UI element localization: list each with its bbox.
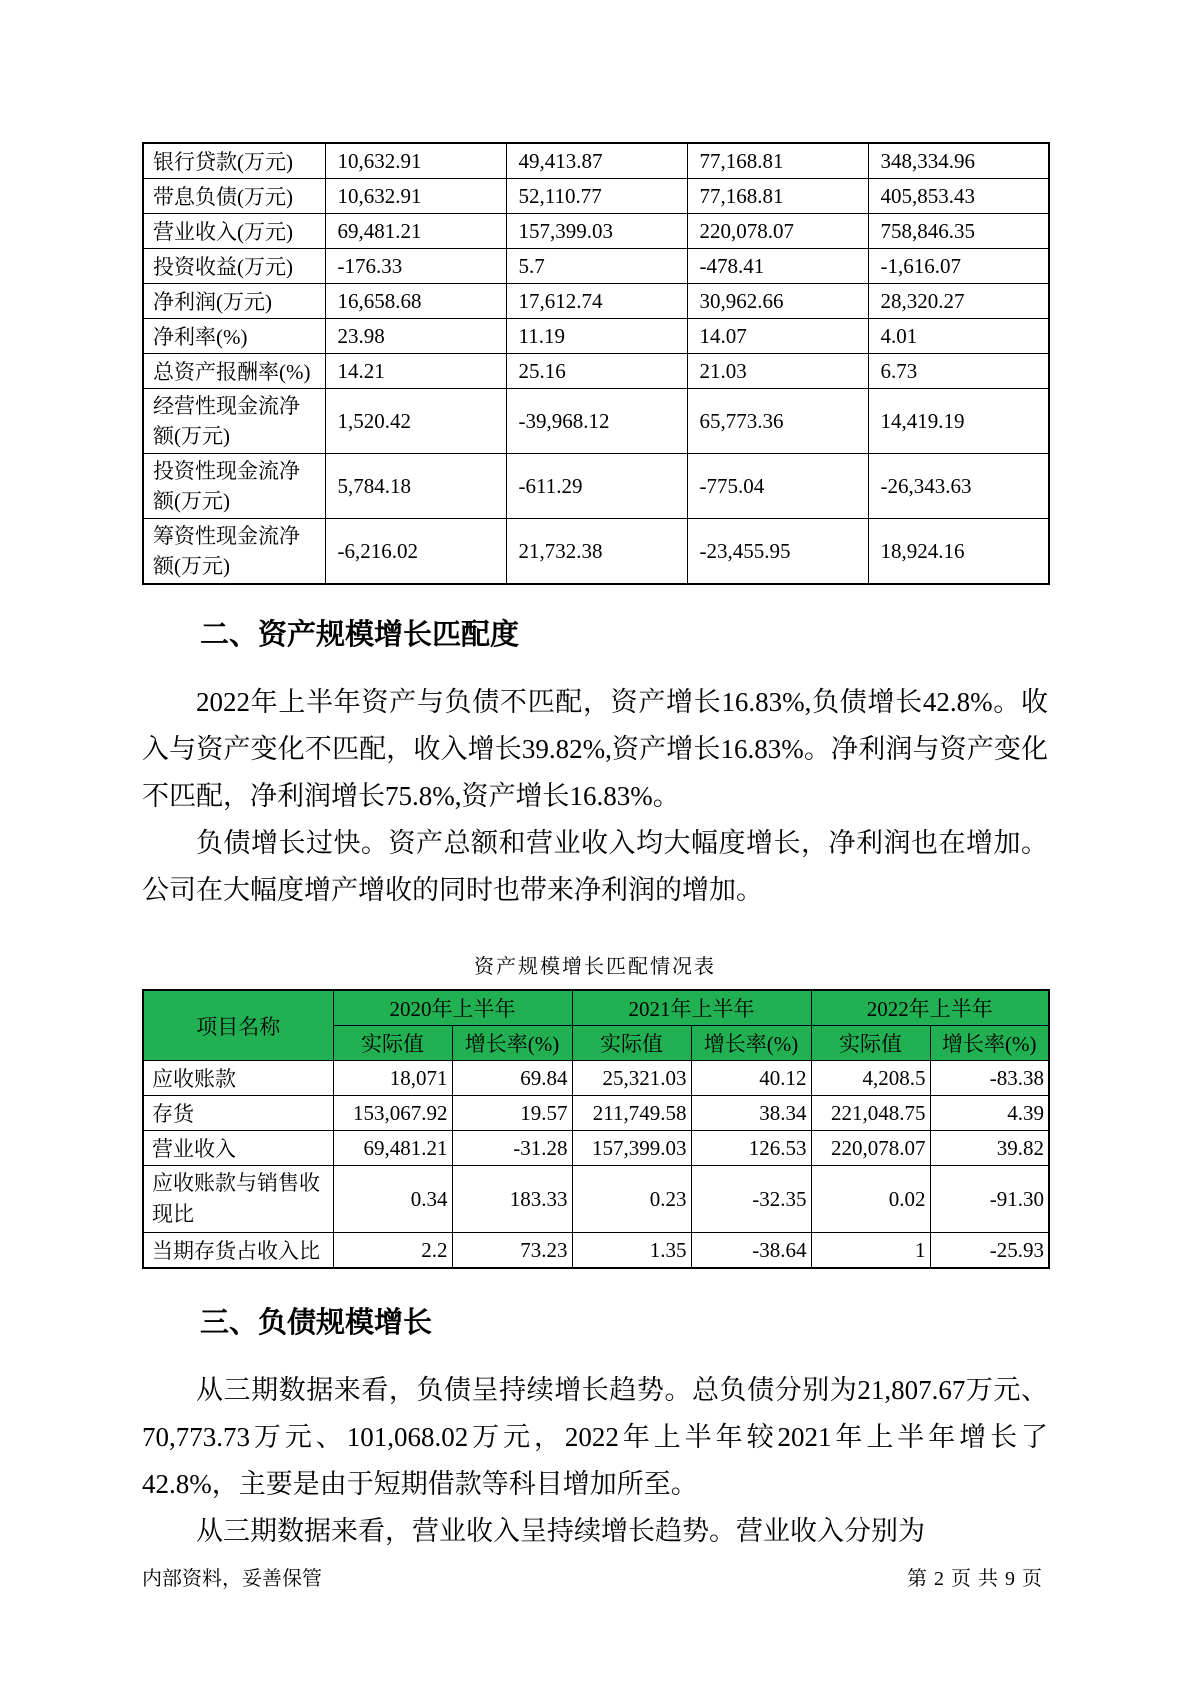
table-row: [143, 214, 1049, 249]
cell-value: 4.01: [868, 319, 1049, 354]
cell-value: 30,962.66: [687, 284, 868, 319]
cell-value: 69.84: [452, 1061, 572, 1096]
cell-value: 69,481.21: [333, 1131, 452, 1166]
cell-value: 21.03: [687, 354, 868, 389]
section2-paragraph-1: 2022年上半年资产与负债不匹配，资产增长16.83%,负债增长42.8%。收入与资产变化不匹配，收入增长39.82%,资产增长16.83%。净利润与资产变化不匹配，净利润增长75.8%,资产增长16.83%。: [142, 687, 1048, 811]
table-caption: 资产规模增长匹配情况表: [474, 956, 716, 978]
cell-value: 49,413.87: [506, 143, 687, 179]
cell-value: 0.34: [333, 1166, 452, 1233]
subheader-growth: 增长率(%): [930, 1026, 1049, 1061]
table-row: [143, 284, 1049, 319]
cell-value: 0.23: [572, 1166, 691, 1233]
section2-paragraph-2: 负债增长过快。资产总额和营业收入均大幅度增长，净利润也在增加。公司在大幅度增产增收的同时也带来净利润的增加。: [142, 828, 1048, 905]
cell-value: 14,419.19: [868, 389, 1049, 454]
cell-value: 211,749.58: [572, 1096, 691, 1131]
cell-value: 0.02: [811, 1166, 930, 1233]
cell-value: 4,208.5: [811, 1061, 930, 1096]
cell-value: -83.38: [930, 1061, 1049, 1096]
table-row: [143, 319, 1049, 354]
row-label: 投资收益(万元): [143, 249, 325, 284]
cell-value: 21,732.38: [506, 519, 687, 585]
cell-value: 1: [811, 1233, 930, 1269]
cell-value: -32.35: [691, 1166, 811, 1233]
row-label: 净利润(万元): [143, 284, 325, 319]
row-label: 总资产报酬率(%): [143, 354, 325, 389]
table-row: [143, 389, 1049, 454]
cell-value: 16,658.68: [325, 284, 506, 319]
cell-value: -176.33: [325, 249, 506, 284]
cell-value: 77,168.81: [687, 143, 868, 179]
cell-value: 73.23: [452, 1233, 572, 1269]
table-row: [143, 1233, 1049, 1269]
cell-value: 65,773.36: [687, 389, 868, 454]
table-row: [143, 354, 1049, 389]
cell-value: -775.04: [687, 454, 868, 519]
page-footer: [142, 1562, 1043, 1591]
table-row: [143, 249, 1049, 284]
cell-value: -39,968.12: [506, 389, 687, 454]
section3-paragraph-2: 从三期数据来看，营业收入呈持续增长趋势。营业收入分别为: [196, 1516, 925, 1546]
subheader-growth: 增长率(%): [452, 1026, 572, 1061]
cell-value: 157,399.03: [572, 1131, 691, 1166]
cell-value: 23.98: [325, 319, 506, 354]
cell-value: 52,110.77: [506, 179, 687, 214]
row-label: 存货: [143, 1096, 333, 1131]
cell-value: 1,520.42: [325, 389, 506, 454]
row-label: 银行贷款(万元): [143, 143, 325, 179]
cell-value: 220,078.07: [687, 214, 868, 249]
cell-value: 10,632.91: [325, 143, 506, 179]
cell-value: 39.82: [930, 1131, 1049, 1166]
cell-value: 14.07: [687, 319, 868, 354]
asset-growth-matching-table: [142, 989, 1050, 1269]
cell-value: -25.93: [930, 1233, 1049, 1269]
cell-value: 25,321.03: [572, 1061, 691, 1096]
row-label: 筹资性现金流净额(万元): [143, 519, 325, 585]
subheader-actual: 实际值: [811, 1026, 930, 1061]
cell-value: -91.30: [930, 1166, 1049, 1233]
cell-value: 153,067.92: [333, 1096, 452, 1131]
subheader-actual: 实际值: [572, 1026, 691, 1061]
cell-value: 405,853.43: [868, 179, 1049, 214]
cell-value: 77,168.81: [687, 179, 868, 214]
cell-value: 69,481.21: [325, 214, 506, 249]
cell-value: -478.41: [687, 249, 868, 284]
table-row: [143, 143, 1049, 179]
cell-value: 11.19: [506, 319, 687, 354]
cell-value: 5.7: [506, 249, 687, 284]
cell-value: 28,320.27: [868, 284, 1049, 319]
footer-page-number: 第 2 页 共 9 页: [907, 1568, 1043, 1590]
cell-value: -31.28: [452, 1131, 572, 1166]
cell-value: 5,784.18: [325, 454, 506, 519]
cell-value: 19.57: [452, 1096, 572, 1131]
cell-value: 40.12: [691, 1061, 811, 1096]
cell-value: 10,632.91: [325, 179, 506, 214]
header-year-2022: 2022年上半年: [811, 990, 1049, 1026]
cell-value: 157,399.03: [506, 214, 687, 249]
cell-value: 183.33: [452, 1166, 572, 1233]
cell-value: 14.21: [325, 354, 506, 389]
section-heading-2: 二、资产规模增长匹配度: [200, 619, 520, 651]
cell-value: -23,455.95: [687, 519, 868, 585]
row-label: 当期存货占收入比: [143, 1233, 333, 1269]
section-heading-3: 三、负债规模增长: [200, 1307, 433, 1339]
cell-value: 126.53: [691, 1131, 811, 1166]
header-item-name: 项目名称: [143, 990, 333, 1061]
footer-confidential-note: 内部资料，妥善保管: [142, 1568, 322, 1590]
header-year-2020: 2020年上半年: [333, 990, 572, 1026]
cell-value: 17,612.74: [506, 284, 687, 319]
financial-metrics-table: [142, 142, 1050, 585]
row-label: 营业收入: [143, 1131, 333, 1166]
cell-value: 221,048.75: [811, 1096, 930, 1131]
table-row: [143, 454, 1049, 519]
row-label: 营业收入(万元): [143, 214, 325, 249]
cell-value: -38.64: [691, 1233, 811, 1269]
table-row: [143, 1131, 1049, 1166]
row-label: 带息负债(万元): [143, 179, 325, 214]
cell-value: 2.2: [333, 1233, 452, 1269]
cell-value: 4.39: [930, 1096, 1049, 1131]
table-row: [143, 519, 1049, 585]
cell-value: 1.35: [572, 1233, 691, 1269]
header-year-2021: 2021年上半年: [572, 990, 811, 1026]
subheader-actual: 实际值: [333, 1026, 452, 1061]
table-row: [143, 1166, 1049, 1233]
subheader-growth: 增长率(%): [691, 1026, 811, 1061]
row-label: 经营性现金流净额(万元): [143, 389, 325, 454]
cell-value: -1,616.07: [868, 249, 1049, 284]
table-header-row: [143, 990, 1049, 1026]
row-label: 应收账款: [143, 1061, 333, 1096]
cell-value: 6.73: [868, 354, 1049, 389]
cell-value: -26,343.63: [868, 454, 1049, 519]
row-label: 净利率(%): [143, 319, 325, 354]
cell-value: 220,078.07: [811, 1131, 930, 1166]
cell-value: 348,334.96: [868, 143, 1049, 179]
cell-value: 758,846.35: [868, 214, 1049, 249]
cell-value: 18,071: [333, 1061, 452, 1096]
cell-value: -6,216.02: [325, 519, 506, 585]
row-label: 投资性现金流净额(万元): [143, 454, 325, 519]
cell-value: 38.34: [691, 1096, 811, 1131]
cell-value: 25.16: [506, 354, 687, 389]
table-row: [143, 1096, 1049, 1131]
cell-value: -611.29: [506, 454, 687, 519]
row-label: 应收账款与销售收现比: [143, 1166, 333, 1233]
section3-paragraph-1: 从三期数据来看，负债呈持续增长趋势。总负债分别为21,807.67万元、70,773.73万元、101,068.02万元，2022年上半年较2021年上半年增长了42.8%，主要是由于短期借款等科目增加所至。: [142, 1375, 1048, 1499]
table-row: [143, 1061, 1049, 1096]
table-row: [143, 179, 1049, 214]
cell-value: 18,924.16: [868, 519, 1049, 585]
page-content: [142, 0, 1048, 1555]
